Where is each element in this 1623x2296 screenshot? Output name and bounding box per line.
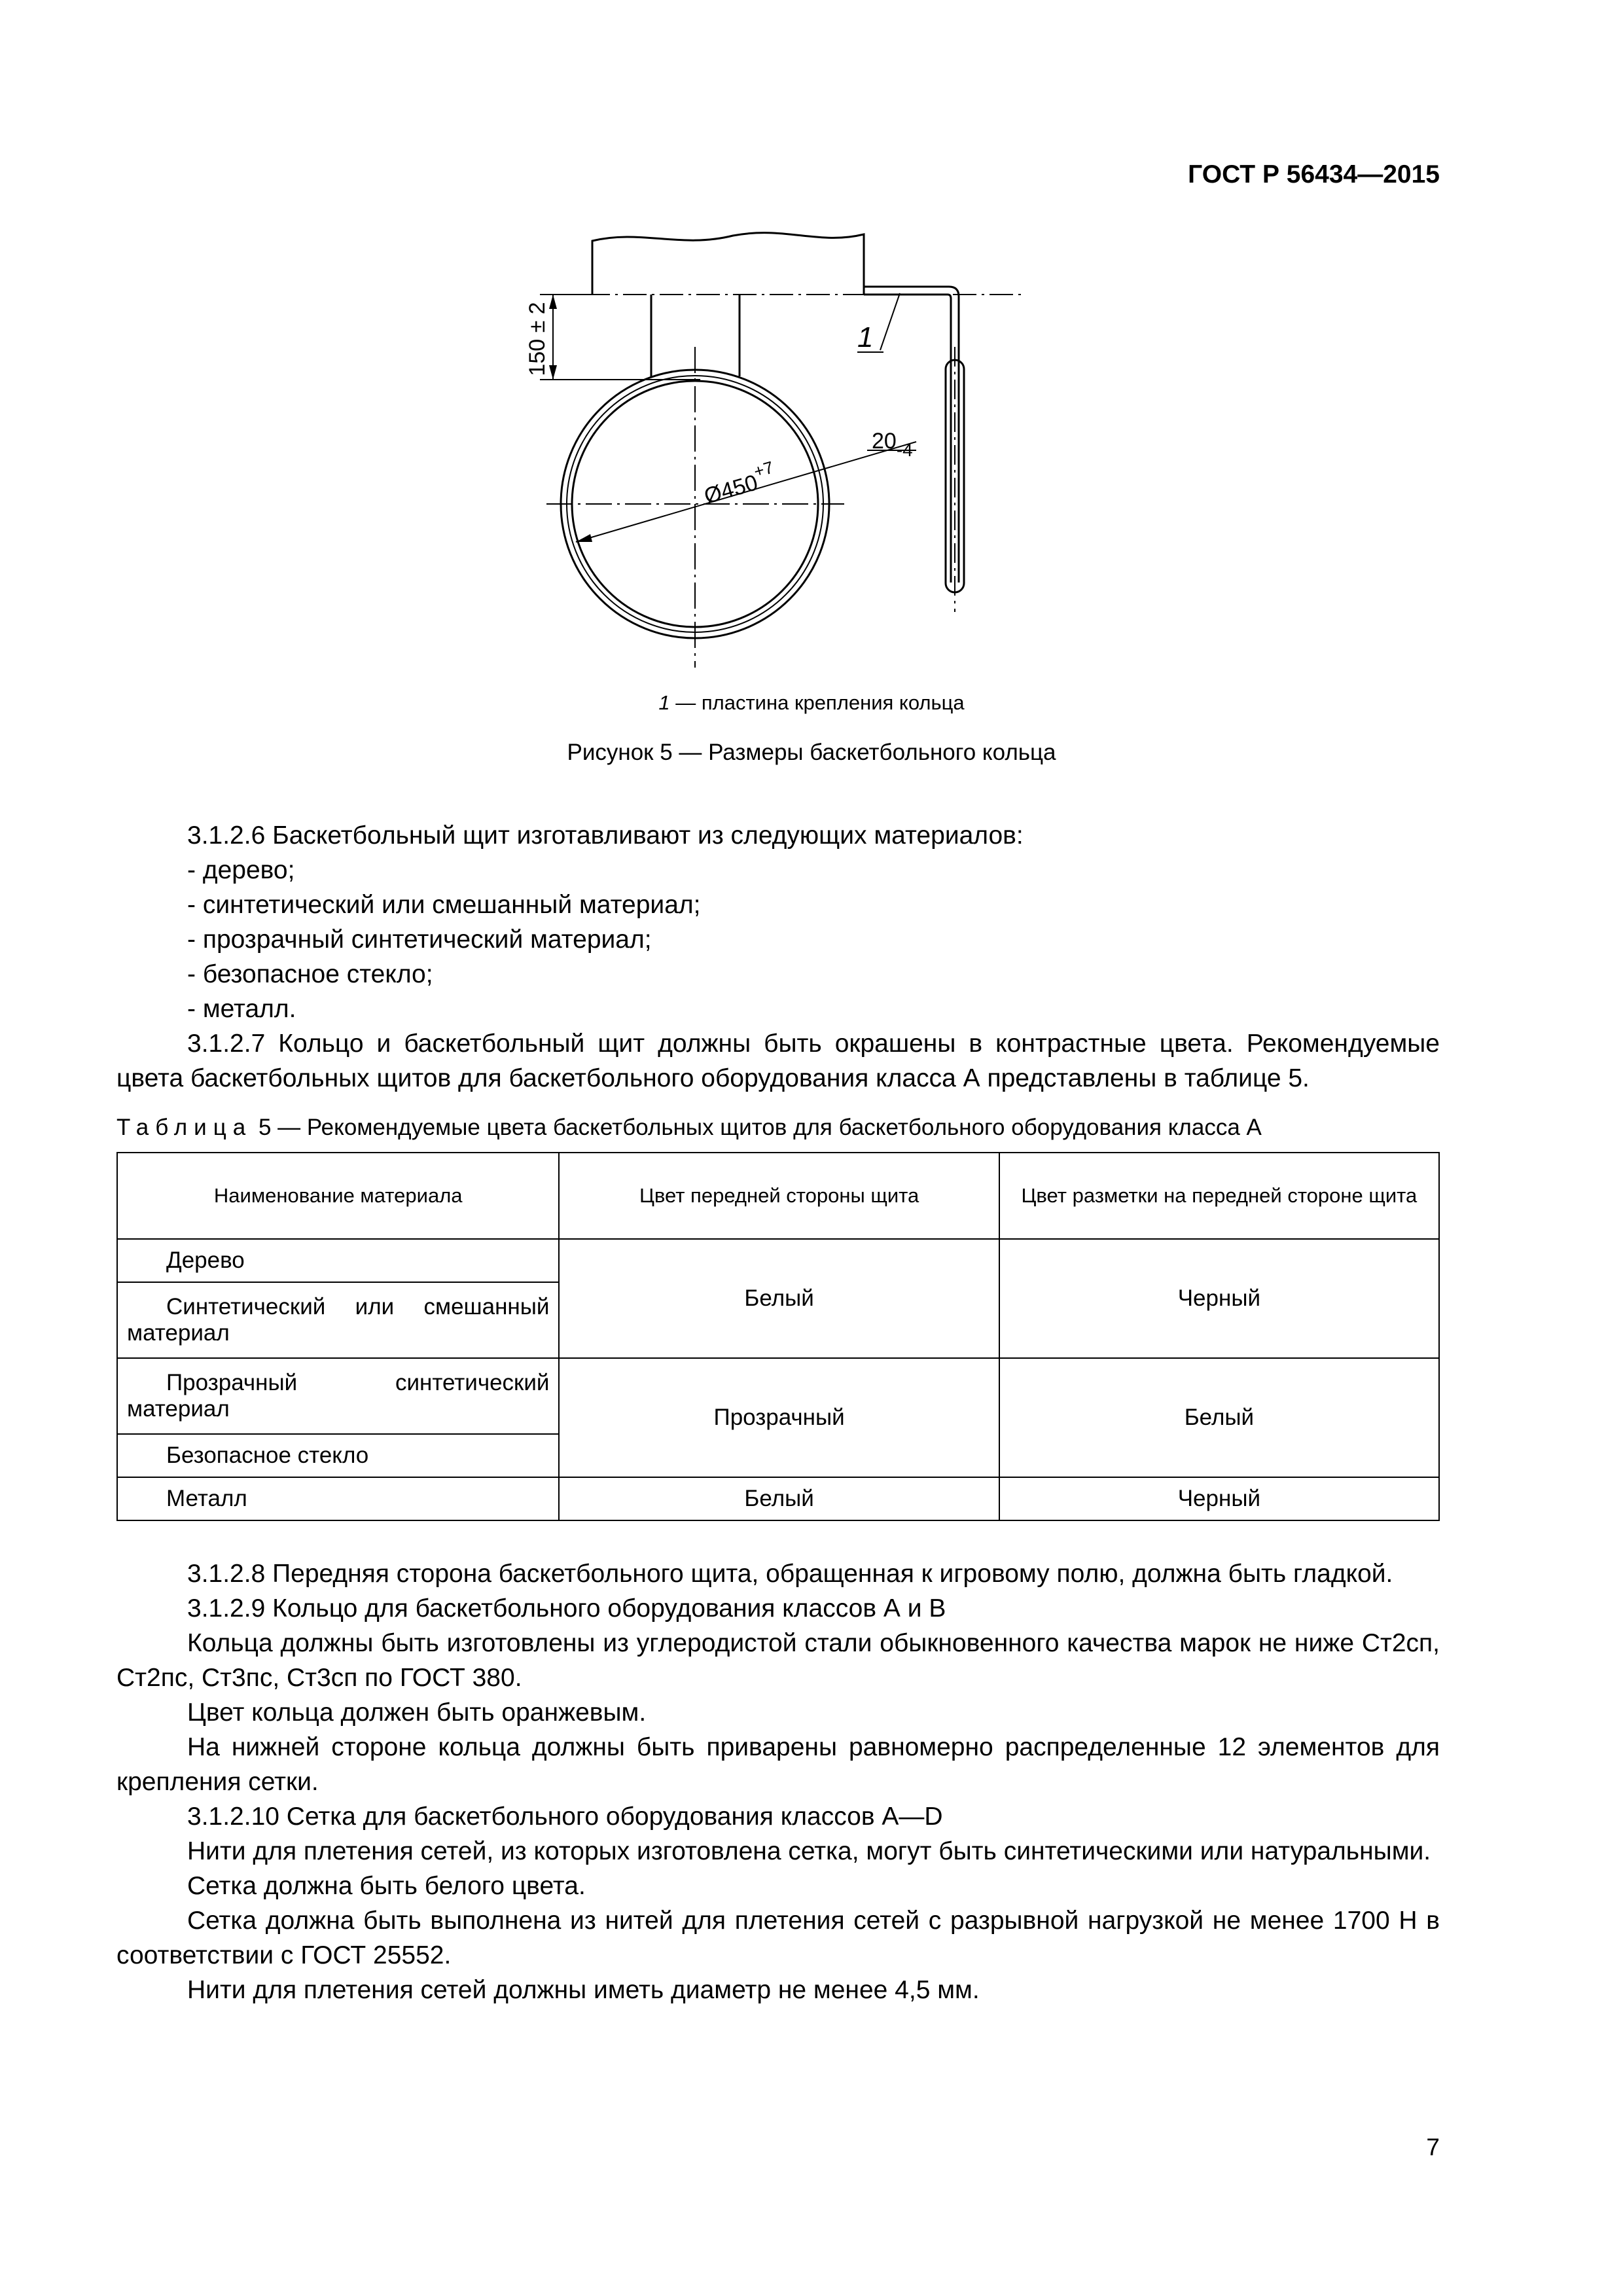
para-31210b: Сетка должна быть белого цвета. [187, 1872, 586, 1900]
para-31210d: Нити для плетения сетей должны иметь диаметр не менее 4,5 мм. [187, 1976, 980, 2004]
document-header: ГОСТ Р 56434—2015 [1188, 160, 1440, 188]
table-row [117, 1239, 1439, 1282]
figure-legend [0, 691, 1623, 715]
para-3127: 3.1.2.7 Кольцо и баскетбольный щит должны быть окрашены в контрастные цвета. Рекомендуемые цвета баскетбольных щитов для баскетбольного оборудования класса А представлены в таблице 5. [116, 1030, 1440, 1092]
dim-plate-label: $20_{-4}$ [872, 429, 913, 460]
cell-material: Синтетический или смешанный материал [117, 1282, 559, 1358]
col-header-material: Наименование материала [117, 1153, 559, 1239]
list-item: - дерево; [187, 856, 295, 884]
para-3129a: Кольца должны быть изготовлены из углеродистой стали обыкновенного качества марок не ниже Ст2сп, Ст2пс, Ст3пс, Ст3сп по ГОСТ 380. [116, 1629, 1440, 1692]
para-3129: 3.1.2.9 Кольцо для баскетбольного оборудования классов А и В [187, 1594, 946, 1623]
legend-text: — пластина крепления кольца [669, 691, 965, 714]
diameter-arrow [576, 534, 592, 542]
cell-material: Металл [117, 1477, 559, 1520]
cell-front: Белый [559, 1477, 999, 1520]
table-title-text: 5 — Рекомендуемые цвета баскетбольных щитов для баскетбольного оборудования класса А [252, 1115, 1262, 1140]
table-title [116, 1115, 1262, 1141]
dim-arrow-bottom [549, 365, 557, 380]
para-3129b: Цвет кольца должен быть оранжевым. [187, 1698, 647, 1727]
colors-table [116, 1152, 1440, 1521]
table-row [117, 1358, 1439, 1434]
cell-marking: Черный [999, 1239, 1439, 1358]
para-31210c: Сетка должна быть выполнена из нитей для плетения сетей с разрывной нагрузкой не менее 1700 Н в соответствии с ГОСТ 25552. [116, 1907, 1440, 1969]
para-3128: 3.1.2.8 Передняя сторона баскетбольного щита, обращенная к игровому полю, должна быть гладкой. [187, 1560, 1393, 1588]
cell-material: Прозрачный синтетический материал [117, 1358, 559, 1434]
col-header-marking: Цвет разметки на передней стороне щита [999, 1153, 1439, 1239]
list-item: - прозрачный синтетический материал; [187, 925, 652, 954]
table-title-word: Таблица [116, 1115, 253, 1140]
cell-material: Безопасное стекло [117, 1434, 559, 1477]
cell-front: Прозрачный [559, 1358, 999, 1477]
page-number: 7 [1426, 2134, 1440, 2161]
cell-material: Дерево [117, 1239, 559, 1282]
table-header-row [117, 1153, 1439, 1239]
basketball-ring-drawing [510, 229, 1099, 687]
col-header-front: Цвет передней стороны щита [559, 1153, 999, 1239]
para-31210: 3.1.2.10 Сетка для баскетбольного оборудования классов А—D [187, 1803, 943, 1831]
cell-front: Белый [559, 1239, 999, 1358]
dim-height-label: 150 ± 2 [525, 302, 550, 376]
figure-caption: Рисунок 5 — Размеры баскетбольного кольца [567, 740, 1056, 765]
list-item: - металл. [187, 995, 296, 1023]
legend-num: 1 [658, 691, 670, 714]
dim-arrow-top [549, 295, 557, 309]
section-3126 [116, 818, 1440, 1096]
backboard-outline [592, 233, 864, 295]
list-item: - синтетический или смешанный материал; [187, 891, 701, 919]
para-3129c: На нижней стороне кольца должны быть приварены равномерно распределенные 12 элементов для крепления сетки. [116, 1733, 1440, 1796]
para-31210a: Нити для плетения сетей, из которых изготовлена сетка, могут быть синтетическими или натуральными. [187, 1837, 1431, 1865]
callout-leader [880, 293, 900, 350]
callout-label: 1 [857, 321, 874, 353]
table-row [117, 1477, 1439, 1520]
para-3126: 3.1.2.6 Баскетбольный щит изготавливают из следующих материалов: [187, 821, 1024, 850]
section-3128 [116, 1556, 1440, 2007]
cell-marking: Белый [999, 1358, 1439, 1477]
cell-marking: Черный [999, 1477, 1439, 1520]
list-item: - безопасное стекло; [187, 960, 433, 988]
dim-diameter-label: $Ø450^{+7}$ [701, 457, 776, 509]
